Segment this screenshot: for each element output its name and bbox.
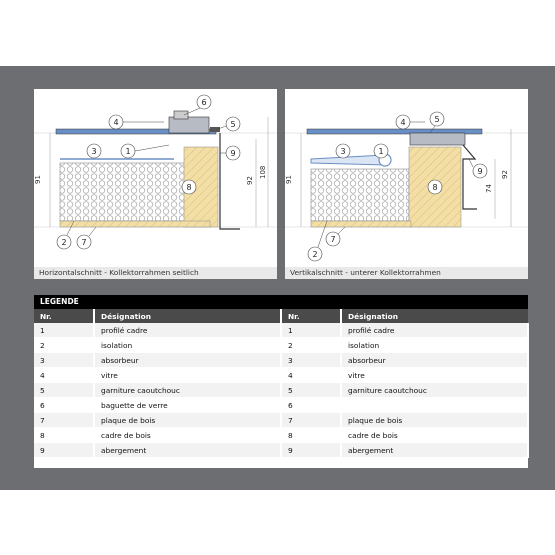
callout-7 xyxy=(326,227,345,246)
designation-cell: baguette de verre xyxy=(94,398,281,413)
vertical-section-drawing xyxy=(285,89,528,279)
nr-cell: 8 xyxy=(281,428,341,443)
callout-3 xyxy=(87,144,101,158)
nr-cell: 5 xyxy=(281,383,341,398)
designation-cell: isolation xyxy=(341,338,528,353)
svg-text:5: 5 xyxy=(434,115,440,124)
designation-cell: profilé cadre xyxy=(94,323,281,338)
svg-text:3: 3 xyxy=(91,147,97,156)
horizontal-section-drawing xyxy=(34,89,277,279)
svg-text:7: 7 xyxy=(81,238,87,247)
dim-92: 92 xyxy=(501,170,509,179)
nr-cell: 5 xyxy=(34,383,94,398)
header-designation-right: Désignation xyxy=(341,309,528,323)
frame-profile xyxy=(410,133,465,145)
designation-cell: vitre xyxy=(94,368,281,383)
svg-text:6: 6 xyxy=(201,98,207,107)
vertical-section-caption: Vertikalschnitt - unterer Kollektorrahmen xyxy=(285,267,528,279)
callout-4 xyxy=(396,115,425,129)
horizontal-section-panel xyxy=(34,89,277,279)
svg-text:5: 5 xyxy=(230,120,236,129)
nr-cell: 6 xyxy=(34,398,94,413)
nr-cell: 4 xyxy=(281,368,341,383)
designation-cell: cadre de bois xyxy=(341,428,528,443)
nr-cell: 9 xyxy=(281,443,341,458)
legend-row xyxy=(34,428,528,443)
nr-cell: 3 xyxy=(281,353,341,368)
svg-text:9: 9 xyxy=(477,167,483,176)
designation-cell: abergement xyxy=(94,443,281,458)
nr-cell: 2 xyxy=(34,338,94,353)
legend-row xyxy=(34,323,528,338)
nr-cell: 1 xyxy=(281,323,341,338)
callout-9 xyxy=(220,146,240,160)
legend-header-row xyxy=(34,309,528,323)
designation-cell: cadre de bois xyxy=(94,428,281,443)
nr-cell: 7 xyxy=(281,413,341,428)
designation-cell: isolation xyxy=(94,338,281,353)
callout-8 xyxy=(182,180,196,194)
legend-row xyxy=(34,383,528,398)
svg-text:8: 8 xyxy=(432,183,438,192)
svg-text:1: 1 xyxy=(125,147,131,156)
dim-92: 92 xyxy=(246,176,254,185)
designation-cell xyxy=(341,398,528,413)
nr-cell: 1 xyxy=(34,323,94,338)
designation-cell: profilé cadre xyxy=(341,323,528,338)
svg-text:3: 3 xyxy=(340,147,346,156)
designation-cell: absorbeur xyxy=(341,353,528,368)
designation-cell: garniture caoutchouc xyxy=(341,383,528,398)
header-designation-left: Désignation xyxy=(94,309,281,323)
svg-text:4: 4 xyxy=(113,118,119,127)
svg-text:2: 2 xyxy=(312,250,318,259)
legend-title: LEGENDE xyxy=(34,295,528,309)
svg-text:4: 4 xyxy=(400,118,406,127)
svg-text:1: 1 xyxy=(378,147,384,156)
flashing xyxy=(463,145,477,209)
wood-plate xyxy=(60,221,210,227)
designation-cell: abergement xyxy=(341,443,528,458)
dim-74: 74 xyxy=(485,184,493,193)
callout-3 xyxy=(336,144,350,158)
legend-row xyxy=(34,413,528,428)
dim-91: 91 xyxy=(34,175,42,184)
callout-9 xyxy=(469,159,487,178)
callout-5 xyxy=(218,117,240,131)
legend-row xyxy=(34,443,528,458)
callout-1 xyxy=(121,144,169,158)
rubber-seal xyxy=(210,127,220,132)
callout-8 xyxy=(428,180,442,194)
designation-cell: plaque de bois xyxy=(94,413,281,428)
glass-strip xyxy=(174,111,188,119)
dim-108: 108 xyxy=(259,165,267,179)
svg-text:7: 7 xyxy=(330,235,336,244)
legend-table xyxy=(34,309,529,458)
callout-7 xyxy=(77,227,96,249)
legend-panel xyxy=(34,295,528,468)
svg-text:2: 2 xyxy=(61,238,67,247)
nr-cell: 3 xyxy=(34,353,94,368)
legend-row xyxy=(34,398,528,413)
designation-cell: absorbeur xyxy=(94,353,281,368)
designation-cell: vitre xyxy=(341,368,528,383)
header-nr-left: Nr. xyxy=(34,309,94,323)
dim-91: 91 xyxy=(285,175,293,184)
legend-row xyxy=(34,338,528,353)
nr-cell: 4 xyxy=(34,368,94,383)
nr-cell: 7 xyxy=(34,413,94,428)
vertical-section-panel xyxy=(285,89,528,279)
designation-cell: plaque de bois xyxy=(341,413,528,428)
callout-1 xyxy=(374,144,388,158)
legend-row xyxy=(34,353,528,368)
callout-4 xyxy=(109,115,164,129)
insulation-block xyxy=(311,169,409,221)
insulation-block xyxy=(60,163,186,221)
horizontal-section-caption: Horizontalschnitt - Kollektorrahmen seitlich xyxy=(34,267,277,279)
svg-text:8: 8 xyxy=(186,183,192,192)
nr-cell: 8 xyxy=(34,428,94,443)
svg-text:9: 9 xyxy=(230,149,236,158)
nr-cell: 6 xyxy=(281,398,341,413)
designation-cell: garniture caoutchouc xyxy=(94,383,281,398)
nr-cell: 2 xyxy=(281,338,341,353)
absorber xyxy=(311,155,385,165)
nr-cell: 9 xyxy=(34,443,94,458)
legend-row xyxy=(34,368,528,383)
header-nr-right: Nr. xyxy=(281,309,341,323)
frame-profile xyxy=(169,117,209,133)
